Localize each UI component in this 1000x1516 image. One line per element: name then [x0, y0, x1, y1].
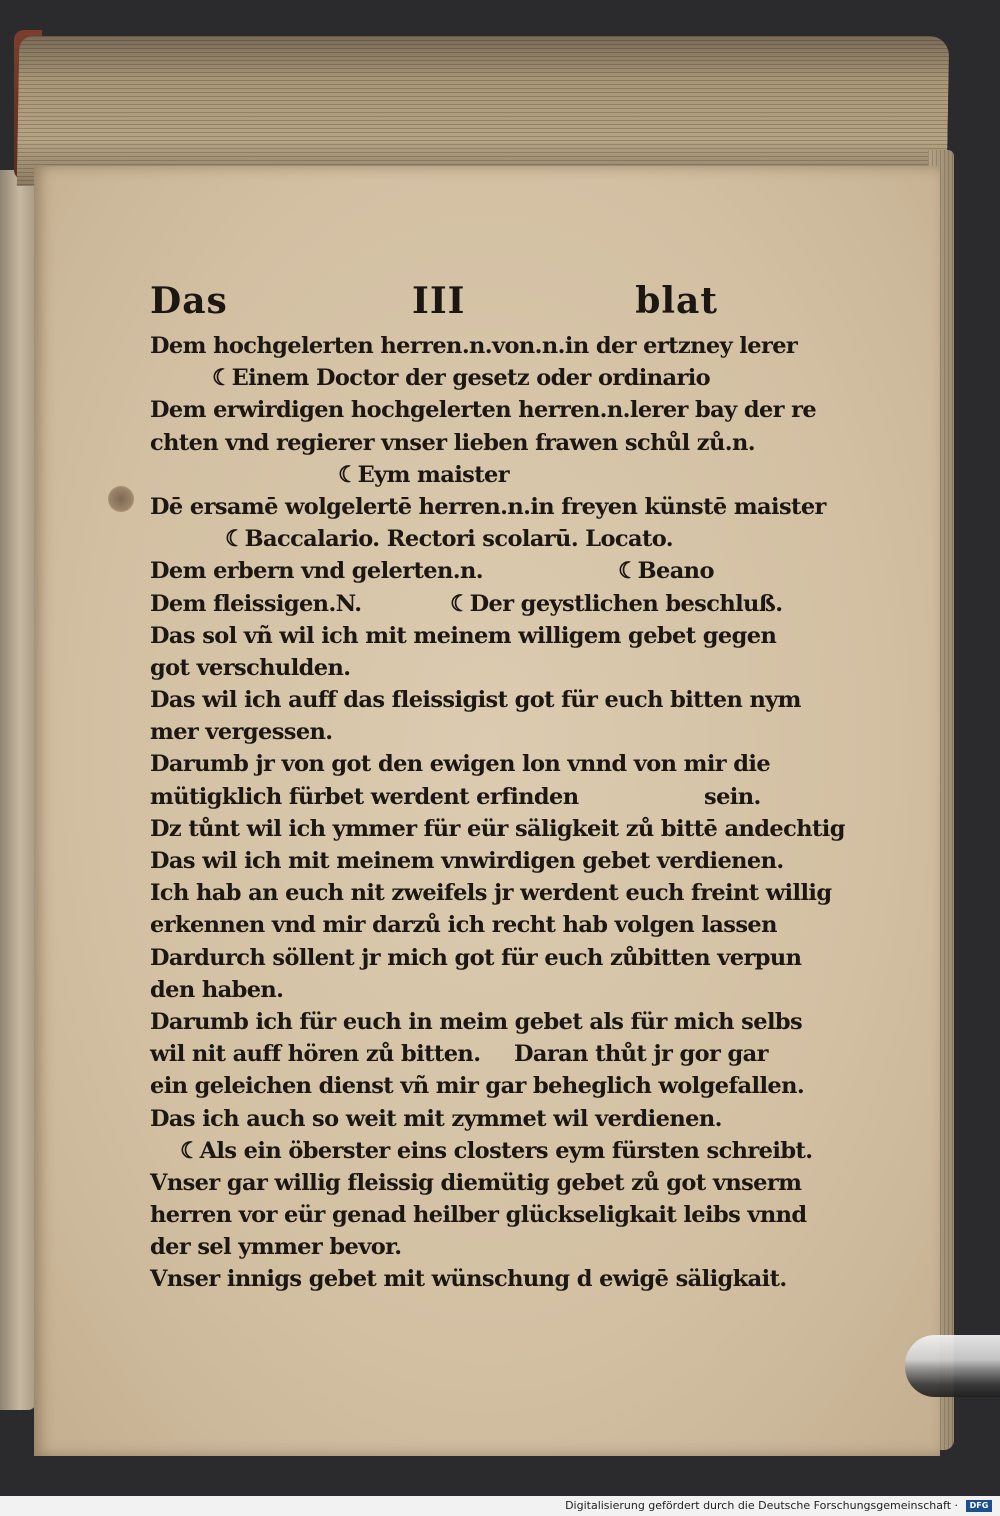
text-line: Das wil ich mit meinem vnwirdigen gebet verdienen. — [150, 848, 784, 874]
text-line — [150, 555, 770, 587]
text-segment: ☾Beano — [618, 558, 714, 585]
text-segment: Daran thůt jr gor gar — [514, 1041, 768, 1068]
text-line — [150, 1038, 770, 1070]
text-segment: Dem fleissigen.N. — [150, 590, 362, 617]
header-folio: III — [412, 280, 466, 322]
text-line: Das sol vñ wil ich mit meinem willigem gebet gegen — [150, 622, 777, 649]
page-text — [150, 280, 845, 1296]
text-segment: Dem erbern vnd gelerten.n. — [150, 558, 483, 585]
text-line: Dē ersamē wolgelertē herren.n.in freyen künstē maister — [150, 493, 826, 520]
text-line — [150, 781, 770, 813]
text-segment: mütigklich fürbet werdent erfinden — [150, 783, 579, 810]
text-line: Darumb jr von got den ewigen lon vnnd von mir die — [150, 751, 771, 778]
footer-bar — [0, 1496, 1000, 1516]
page-edges-top — [17, 36, 950, 186]
text-line: ein geleichen dienst vñ mir gar beheglich wolgefallen. — [150, 1073, 805, 1100]
text-line: chten vnd regierer vnser lieben frawen schůl zů.n. — [150, 429, 755, 456]
text-line: Vnser gar willig fleissig diemütig gebet zů got vnserm — [150, 1169, 802, 1196]
text-line: Das ich auch so weit mit zymmet wil verdienen. — [150, 1105, 722, 1132]
text-line: herren vor eür genad heilber glückseligkait leibs vnnd — [150, 1202, 807, 1229]
text-segment: sein. — [704, 783, 761, 810]
text-line: Vnser innigs gebet mit wünschung d ewigē säligkait. — [150, 1266, 787, 1293]
text-line: Dem hochgelerten herren.n.von.n.in der ertzney lerer — [150, 333, 798, 359]
text-line: der sel ymmer bevor. — [150, 1234, 402, 1261]
text-line — [150, 588, 783, 620]
ink-stain — [108, 486, 134, 512]
text-line: ☾Einem Doctor der gesetz oder ordinario — [212, 365, 711, 392]
left-page-edge — [0, 170, 36, 1410]
text-line: ☾Eym maister — [338, 461, 509, 488]
text-line: mer vergessen. — [150, 719, 333, 746]
header-right: blat — [635, 280, 718, 322]
text-line: den haben. — [150, 976, 284, 1003]
text-segment: wil nit auff hören zů bitten. — [150, 1041, 481, 1068]
text-line: erkennen vnd mir darzů ich recht hab volgen lassen — [150, 912, 777, 939]
text-line: ☾Als ein öberster eins closters eym fürsten schreibt. — [180, 1137, 813, 1164]
header-left: Das — [150, 280, 228, 322]
text-line: Dz tůnt wil ich ymmer für eür säligkeit zů bittē andechtig — [150, 815, 845, 842]
page-header — [150, 280, 770, 330]
text-line: Ich hab an euch nit zweifels jr werdent euch freint willig — [150, 880, 832, 907]
text-line: Das wil ich auff das fleissigist got für euch bitten nym — [150, 687, 801, 714]
text-line: got verschulden. — [150, 654, 351, 681]
text-line: ☾Baccalario. Rectori scolarū. Locato. — [225, 526, 674, 553]
page-clip — [905, 1335, 1000, 1397]
text-line: Darumb ich für euch in meim gebet als für mich selbs — [150, 1008, 803, 1035]
text-segment: ☾Der geystlichen beschluß. — [450, 590, 783, 617]
dfg-logo: DFG — [966, 1500, 992, 1512]
text-line: Dem erwirdigen hochgelerten herren.n.lerer bay der re — [150, 397, 817, 424]
text-line: Dardurch söllent jr mich got für euch zůbitten verpun — [150, 944, 802, 971]
funding-credit: Digitalisierung gefördert durch die Deutsche Forschungsgemeinschaft · — [565, 1499, 958, 1512]
